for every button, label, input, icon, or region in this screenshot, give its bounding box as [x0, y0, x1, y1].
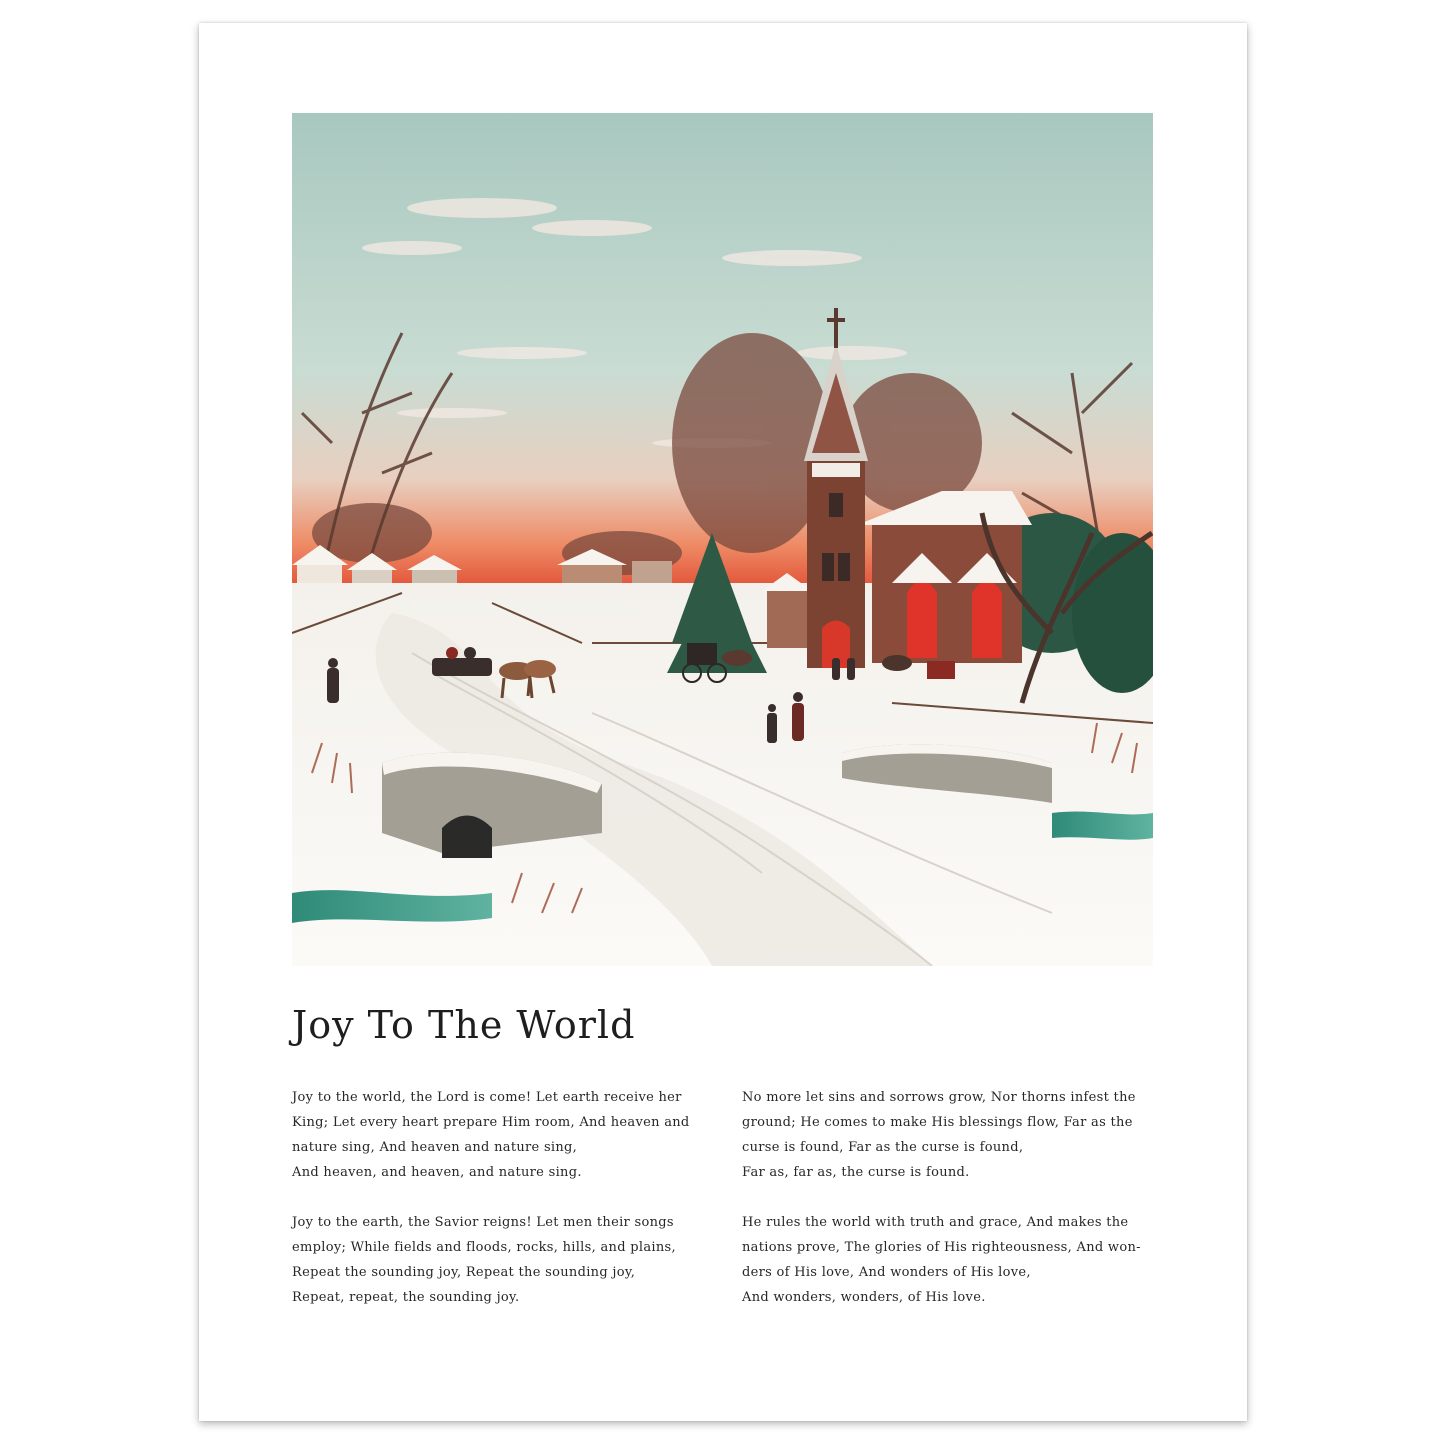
- winter-church-painting: [292, 113, 1153, 966]
- lyrics-area: [292, 1085, 1162, 1335]
- verse-line: Repeat the sounding joy, Repeat the sounding joy,: [292, 1265, 636, 1280]
- verse-4: [742, 1210, 1162, 1310]
- verse-line: nations prove, The glories of His righteousness, And won-: [742, 1240, 1141, 1255]
- verse-2: [292, 1210, 712, 1310]
- verse-line: And heaven, and heaven, and nature sing.: [292, 1165, 582, 1180]
- poster-print: [199, 23, 1247, 1421]
- verse-line: ders of His love, And wonders of His love,: [742, 1265, 1031, 1280]
- poster-title: Joy To The World: [292, 1003, 636, 1047]
- verse-1: [292, 1085, 712, 1185]
- verse-line: Joy to the earth, the Savior reigns! Let men their songs: [292, 1215, 674, 1230]
- verse-line: He rules the world with truth and grace, And makes the: [742, 1215, 1129, 1230]
- verse-line: No more let sins and sorrows grow, Nor thorns infest the: [742, 1090, 1136, 1105]
- lyrics-column-left: [292, 1085, 712, 1335]
- verse-line: Repeat, repeat, the sounding joy.: [292, 1290, 520, 1305]
- verse-line: King; Let every heart prepare Him room, And heaven and: [292, 1115, 690, 1130]
- verse-line: nature sing, And heaven and nature sing,: [292, 1140, 578, 1155]
- verse-3: [742, 1085, 1162, 1185]
- verse-line: Far as, far as, the curse is found.: [742, 1165, 970, 1180]
- verse-line: curse is found, Far as the curse is found,: [742, 1140, 1024, 1155]
- lyrics-column-right: [742, 1085, 1162, 1335]
- verse-line: ground; He comes to make His blessings flow, Far as the: [742, 1115, 1133, 1130]
- painting-svg: [292, 113, 1153, 966]
- verse-line: employ; While fields and floods, rocks, hills, and plains,: [292, 1240, 676, 1255]
- verse-line: And wonders, wonders, of His love.: [742, 1290, 986, 1305]
- verse-line: Joy to the world, the Lord is come! Let earth receive her: [292, 1090, 682, 1105]
